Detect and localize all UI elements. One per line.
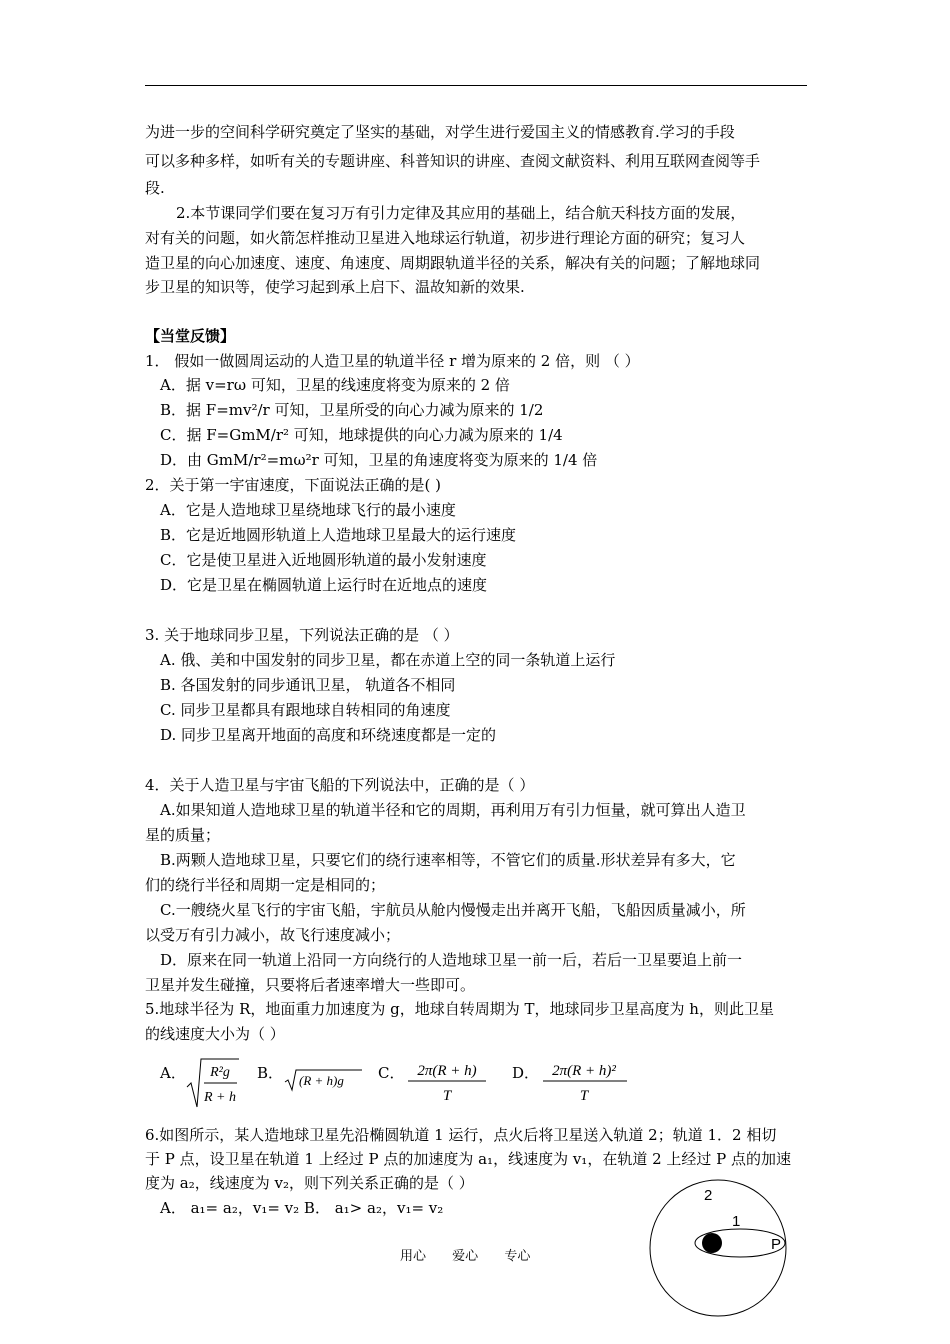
q5-formula-d [541,1056,631,1104]
orbit-1-label: 1 [732,1213,741,1230]
q6-options-ab: A． a₁= a₂，v₁= v₂ B． a₁> a₂，v₁= v₂ [160,1199,444,1217]
footer-item: 爱心 [452,1249,479,1264]
q5-option-a-label: A． [160,1064,186,1082]
footer-item: 用心 [400,1249,427,1264]
q2-option-d: D．它是卫星在椭圆轨道上运行时在近地点的速度 [160,576,488,594]
footer-item: 专心 [504,1249,531,1264]
q1-option-d: D．由 GmM/r²=mω²r 可知，卫星的角速度将变为原来的 1/4 倍 [160,451,598,469]
section-title: 【当堂反馈】 [145,327,236,345]
q5-formula-a [187,1055,241,1109]
q4-option-c-cont: 以受万有引力减小，故飞行速度减小； [145,926,401,944]
q5-formula-c [406,1056,490,1104]
q5-formula-b [285,1068,363,1092]
intro-line: 造卫星的向心加速度、速度、角速度、周期跟轨道半径的关系，解决有关的问题；了解地球同 [145,254,761,272]
q5-option-b-label: B． [257,1064,284,1082]
earth-dot [702,1233,722,1253]
q1-option-c: C．据 F=GmM/r² 可知，地球提供的向心力减为原来的 1/4 [160,426,563,444]
q4-stem: 4．关于人造卫星与宇宙飞船的下列说法中，正确的是（ ） [145,776,535,794]
q5-stem: 5.地球半径为 R，地面重力加速度为 g，地球自转周期为 T，地球同步卫星高度为 h，则此卫星 [145,1000,774,1018]
q5-c-denominator: T [442,1088,452,1104]
intro-line: 可以多种多样，如听有关的专题讲座、科普知识的讲座、查阅文献资料、利用互联网查阅等手 [145,152,761,170]
q3-option-b: B. 各国发射的同步通讯卫星， 轨道各不相同 [160,676,456,694]
intro-line: 段. [145,179,165,197]
q4-option-b-cont: 们的绕行半径和周期一定是相同的； [145,876,386,894]
q2-option-b: B．它是近地圆形轨道上人造地球卫星最大的运行速度 [160,526,517,544]
q3-option-c: C. 同步卫星都具有跟地球自转相同的角速度 [160,701,451,719]
q6-stem: 6.如图所示，某人造地球卫星先沿椭圆轨道 1 运行，点火后将卫星送入轨道 2；轨道 1．2 相切 [145,1126,777,1144]
q2-stem: 2．关于第一宇宙速度，下面说法正确的是( ) [145,476,442,494]
q3-option-d: D. 同步卫星离开地面的高度和环绕速度都是一定的 [160,726,497,744]
intro-line: 2.本节课同学们要在复习万有引力定律及其应用的基础上，结合航天科技方面的发展， [176,204,746,222]
q1-option-b: B．据 F=mv²/r 可知，卫星所受的向心力减为原来的 1/2 [160,401,544,419]
header-rule [145,85,807,86]
page-footer [400,1248,552,1266]
q4-option-b: B.两颗人造地球卫星，只要它们的绕行速率相等，不管它们的质量.形状差异有多大，它 [160,851,736,869]
q4-option-c: C.一艘绕火星飞行的宇宙飞船，宇航员从舱内慢慢走出并离开飞船，飞船因质量减小，所 [160,901,746,919]
q5-b-expression: (R + h)g [299,1073,344,1088]
q5-c-numerator: 2π(R + h) [417,1063,477,1079]
q5-option-d-label: D． [512,1064,540,1082]
q6-stem-cont: 于 P 点，设卫星在轨道 1 上经过 P 点的加速度为 a₁，线速度为 v₁，在轨道 2 上经过 P 点的加速 [145,1150,792,1168]
q4-option-a-cont: 星的质量； [145,826,221,844]
q1-stem: 1． 假如一做圆周运动的人造卫星的轨道半径 r 增为原来的 2 倍，则 （ ） [145,352,640,370]
q4-option-d: D．原来在同一轨道上沿同一方向绕行的人造地球卫星一前一后，若后一卫星要追上前一 [160,951,743,969]
intro-line: 对有关的问题，如火箭怎样推动卫星进入地球运行轨道，初步进行理论方面的研究；复习人 [145,229,746,247]
q5-d-denominator: T [579,1088,589,1104]
orbit-diagram [648,1175,798,1339]
q1-option-a: A．据 v=rω 可知，卫星的线速度将变为原来的 2 倍 [160,376,510,394]
q4-option-a: A.如果知道人造地球卫星的轨道半径和它的周期，再利用万有引力恒量，就可算出人造卫 [160,801,746,819]
q5-a-numerator: R²g [210,1065,230,1080]
q3-stem: 3. 关于地球同步卫星，下列说法正确的是 （ ） [145,626,459,644]
q4-option-d-cont: 卫星并发生碰撞，只要将后者速率增大一些即可。 [145,976,476,994]
orbit-2-label: 2 [704,1187,713,1204]
q2-option-c: C．它是使卫星进入近地圆形轨道的最小发射速度 [160,551,487,569]
q2-option-a: A．它是人造地球卫星绕地球飞行的最小速度 [160,501,456,519]
intro-line: 步卫星的知识等，使学习起到承上启下、温故知新的效果. [145,278,525,296]
q3-option-a: A. 俄、美和中国发射的同步卫星，都在赤道上空的同一条轨道上运行 [160,651,616,669]
q5-option-c-label: C． [378,1064,405,1082]
q5-stem-cont: 的线速度大小为（ ） [145,1025,285,1043]
q5-a-denominator: R + h [204,1090,236,1105]
q5-d-numerator: 2π(R + h)² [552,1063,616,1079]
point-p-label: P [771,1236,782,1253]
intro-line: 为进一步的空间科学研究奠定了坚实的基础，对学生进行爱国主义的情感教育.学习的手段 [145,123,735,141]
q6-stem-cont: 度为 a₂，线速度为 v₂，则下列关系正确的是（ ） [145,1174,474,1192]
